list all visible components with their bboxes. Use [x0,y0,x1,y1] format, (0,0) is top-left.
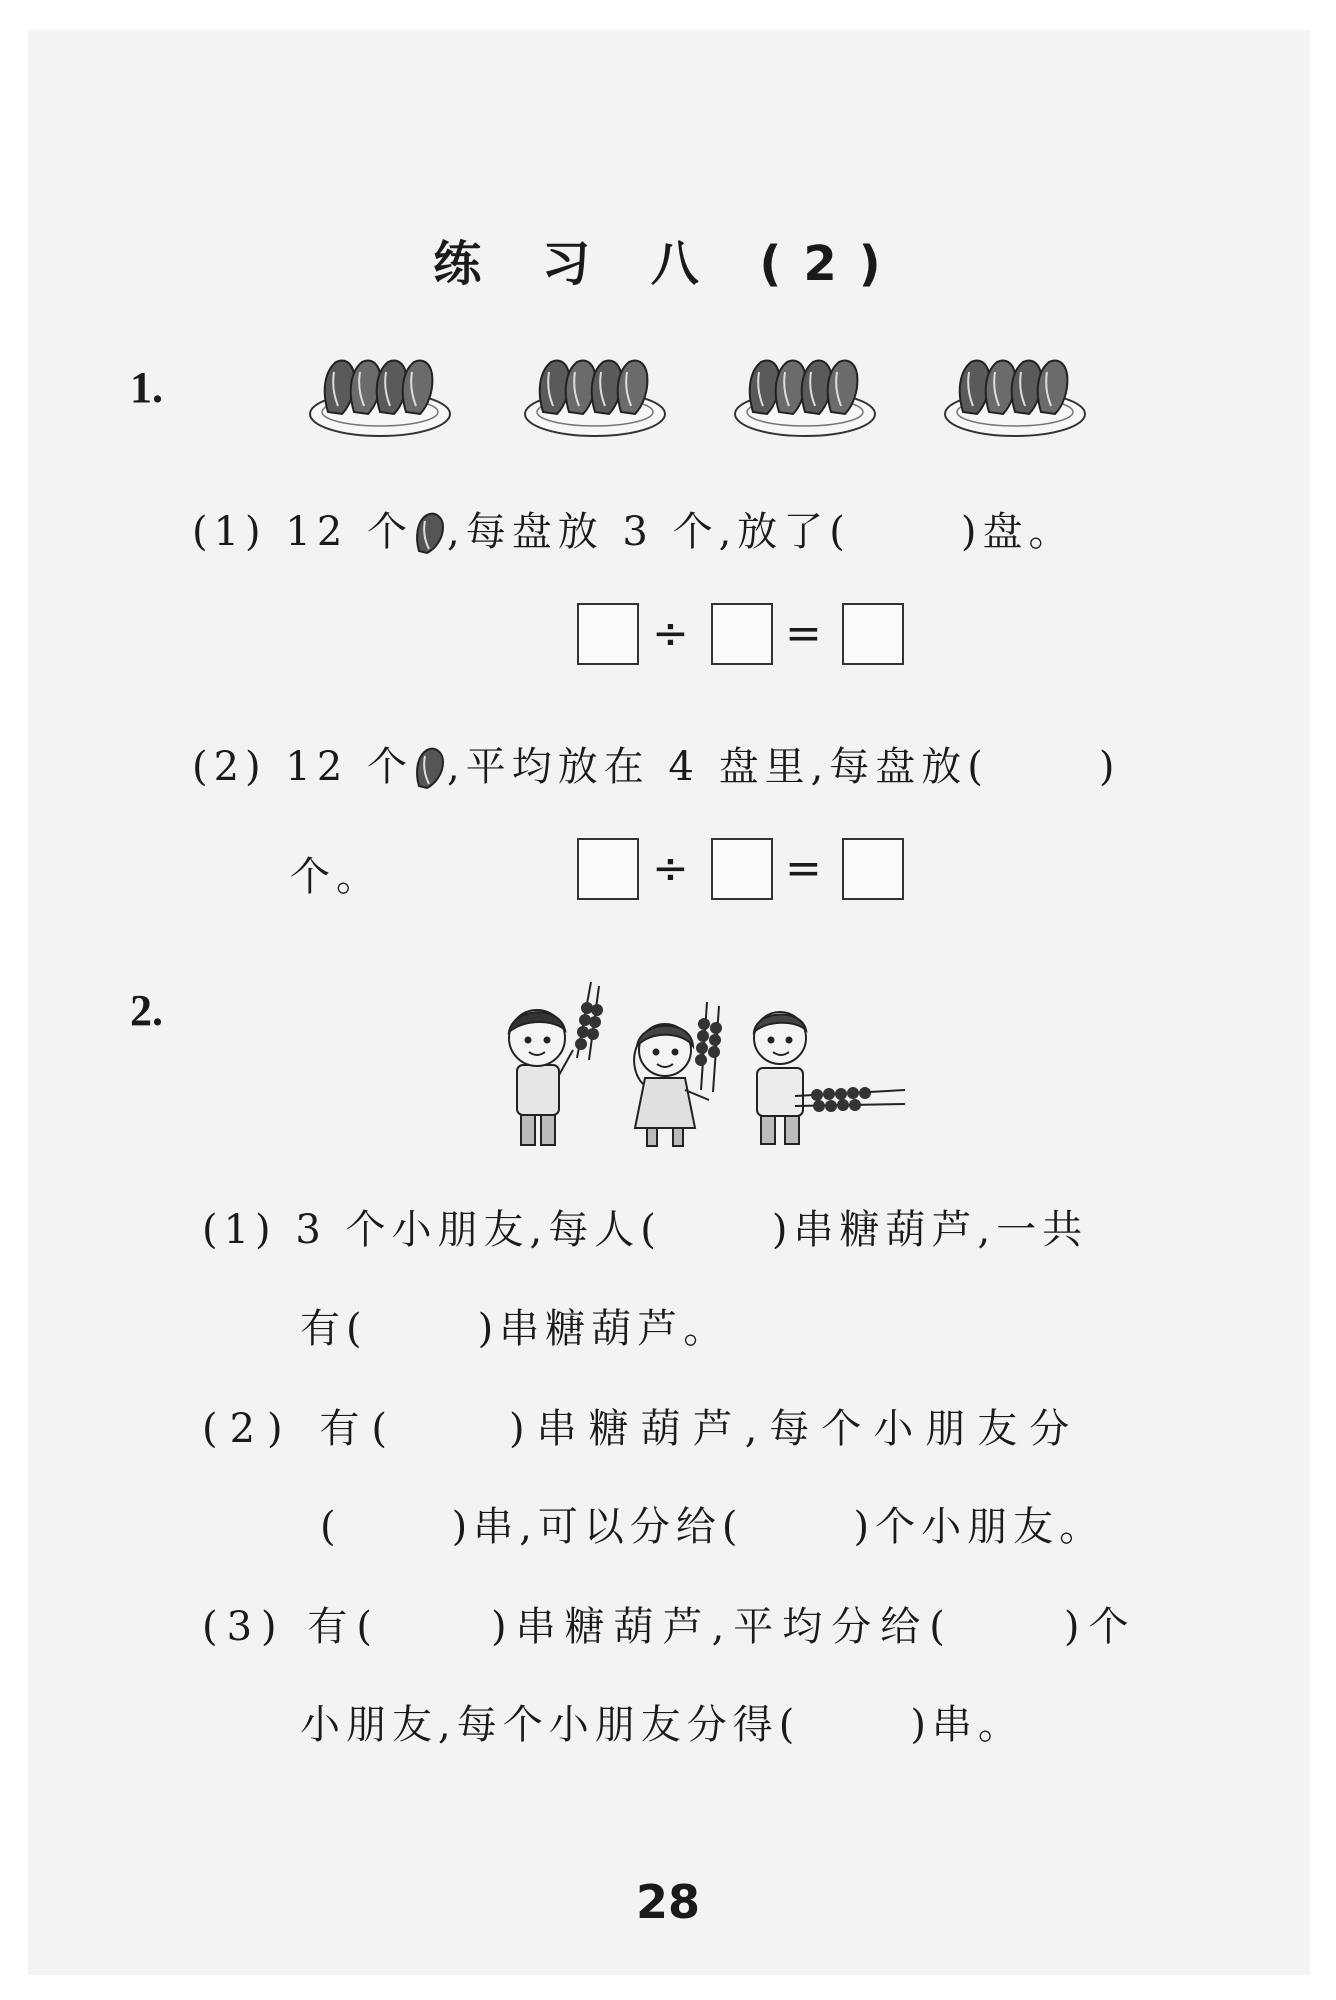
q1-p2-prefix: (2) 12 个 [192,744,413,790]
q2-p2-line1-b: )串糖葫芦,每个小朋友分 [508,1406,1082,1452]
q2-p2-line2-c: )个小朋友。 [853,1504,1106,1550]
q2-part-3-line-1 [202,1595,1138,1652]
q1-p1-divisor-box[interactable] [711,603,773,665]
pepper-icon [413,511,447,553]
q1-p2-end: ) [1098,744,1121,790]
page-title: 练 习 八 (2) [433,236,903,292]
children-with-candied-haws-illustration [495,980,915,1150]
q2-p3-line1-a: (3) 有( [202,1604,381,1650]
question-1-number: 1. [130,363,163,412]
q2-p1-line1-b: )串糖葫芦,一共 [771,1207,1089,1253]
q2-part-1-line-1 [202,1198,1088,1255]
q1-p1-dividend-box[interactable] [577,603,639,665]
q2-p2-line2-b: )串,可以分给( [451,1504,744,1550]
q1-p2-quotient-box[interactable] [842,838,904,900]
q2-p3-line1-b: )串糖葫芦,平均分给( [490,1604,954,1650]
q2-p2-line1-a: (2) 有( [202,1406,399,1452]
q2-p1-line2-a: 有( [300,1306,368,1352]
q1-p2-line2: 个。 [290,854,382,900]
q2-part-2-line-2 [320,1495,1105,1552]
q1-p1-equals-sign: = [785,608,822,659]
q1-p1-prefix: (1) 12 个 [192,509,413,555]
q1-p2-equals-sign: = [785,843,822,894]
q1-p1-end: )盘。 [960,509,1075,555]
question-1-part-1 [192,500,1075,557]
q2-part-1-line-2 [300,1297,729,1354]
q2-p1-line1-a: (1) 3 个小朋友,每人( [202,1207,662,1253]
q2-p3-line2-b: )串。 [910,1702,1024,1748]
q1-p1-division-sign: ÷ [652,608,689,659]
pepper-plates-illustration [310,352,1090,452]
q1-p2-division-sign: ÷ [652,843,689,894]
q1-p2-divisor-box[interactable] [711,838,773,900]
q2-part-2-line-1 [202,1397,1081,1454]
q1-p2-suffix: ,平均放在 4 盘里,每盘放( [447,744,989,790]
q1-p1-quotient-box[interactable] [842,603,904,665]
question-1-part-2 [192,735,1121,792]
q2-p2-line2-a: ( [320,1504,342,1550]
q2-p3-line1-c: )个 [1063,1604,1138,1650]
q2-p3-line2-a: 小朋友,每个小朋友分得( [300,1702,801,1748]
question-2-number: 2. [130,986,163,1035]
page-number: 28 [635,1875,700,1929]
pepper-icon [413,746,447,788]
q2-part-3-line-2 [300,1693,1024,1750]
q1-p2-dividend-box[interactable] [577,838,639,900]
q1-p1-suffix: ,每盘放 3 个,放了( [447,509,851,555]
q2-p1-line2-b: )串糖葫芦。 [477,1306,730,1352]
